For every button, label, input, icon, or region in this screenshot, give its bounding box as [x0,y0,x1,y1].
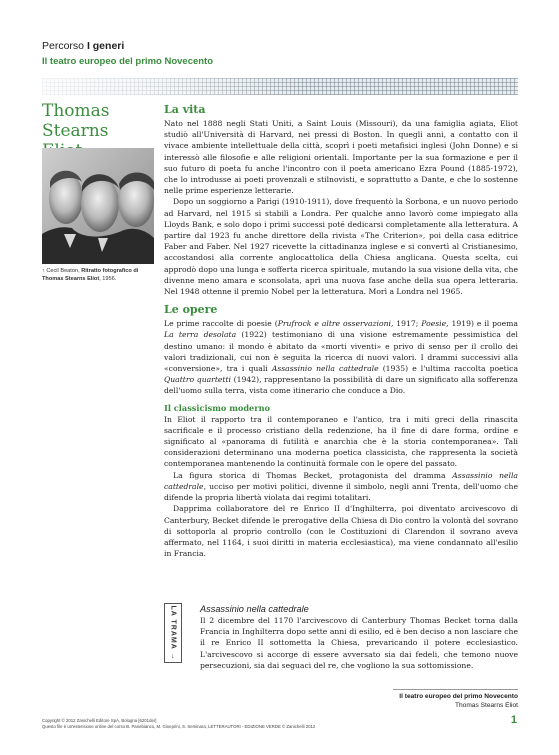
percorso-genre: I generi [86,40,125,52]
plot-summary-box [164,603,518,685]
plot-text: Il 2 dicembre del 1170 l'arcivescovo di Canterbury Thomas Becket torna dalla Francia in Inghilterra dopo sette anni di esilio, ed è ben deciso a non lasciare che il re Enrico II sottometta la Chiesa, prevaricando il potere ecclesiastico. L'arcivescovo si accorge di essere avversato sia dai fedeli, che temono nuove persecuzioni, sia dai seguaci del re, che vogliono la sua sottomissione. [200,616,518,670]
la-trama-tag: LA TRAMA → [164,603,182,663]
classicismo-paragraph-1: In Eliot il rapporto tra il contemporaneo e l'antico, tra i miti greci della rinascita sacrificale e il processo cristiano della redenzione, ha il fine di dare forma, ordine e significato al «panorama di futilità e anarchia che è la storia contemporanea». Tali considerazioni determinano una moderna poetica classicista, che rappresenta la società contemporanea mantenendo la continuità formale con le opere del passato. [164,414,518,469]
running-footer [399,692,518,710]
section-subtitle: Il teatro europeo del primo Novecento [42,56,214,67]
author-name: Thomas Stearns [42,101,110,141]
classicismo-paragraph-2: La figura storica di Thomas Becket, protagonista del dramma Assassinio nella cattedrale, ucciso per motivi politici, divenne il simbolo, negli anni Trenta, dell'uomo che difende la propria libertà violata dai regimi totalitari. [164,470,518,503]
heading-classicismo-moderno: Il classicismo moderno [164,402,270,413]
opere-paragraph: Le prime raccolte di poesie (Prufrock e altre osservazioni, 1917; Poesie, 1919) e il poema La terra desolata (1922) testimoniano di una visione estremamente pessimistica del destino umano: il mondo è abitato da «morti viventi» e privo di senso per il crollo dei valori tradizionali, cui non è seguita la ricerca di nuovi valori. I drammi successivi alla «conversione», tra i quali Assassinio nella cattedrale (1935) e l'ultima raccolta poetica Quattro quartetti (1942), rappresentano la possibilità di dare un significato alla sofferenza dell'uomo sulla terra, vista come itinerario che conduce a Dio. [164,319,518,396]
author-portrait-photo [42,148,154,264]
plot-summary [200,603,518,671]
heading-la-vita: La vita [164,103,206,116]
heading-le-opere: Le opere [164,303,218,317]
classicismo-paragraph-3: Dapprima collaboratore del re Enrico II d'Inghilterra, poi diventato arcivescovo di Canterbury, Becket difende le prerogative della Chiesa di Dio contro la volontà del sovrano di sottoporla al proprio controllo (con le Costituzioni di Clarendon il sovrano aveva affermato, nel 1164, i suoi diritti in materia ecclesiastica), ma viene condannato all'esilio in Francia. [164,504,518,559]
vita-paragraph-2: Dopo un soggiorno a Parigi (1910-1911), dove frequentò la Sorbona, e un nuovo periodo ad Harvard, nel 1915 si stabilì a Londra. Per qualche anno lavorò come impiegato alla Lloyds Bank, e solo dopo i primi successi poté dedicarsi completamente alla letteratura. A partire dal 1923 fu anche direttore della rivista «The Criterion», poi della casa editrice Faber and Faber. Nel 1927 ricevette la cittadinanza inglese e si convertì al Cristianesimo, accostandosi alla corrente anglocattolica della Chiesa anglicana. Questa scelta, cui approdò dopo una lunga e sofferta ricerca spirituale, mutando la sua visione della vita, che divenne meno amara e sconsolata, aprì una nuova fase anche della sua opera letteraria. Nel 1948 ottenne il premio Nobel per la letteratura. Morì a Londra nel 1965. [164,197,518,297]
main-text-column [164,103,518,559]
footer-author: Thomas Stearns Eliot [454,702,518,709]
decorative-grid-band [42,78,518,95]
photo-caption: ↑ Cecil Beaton, Ritratto fotografico di Thomas Stearns Eliot, 1956. [42,268,139,282]
page-header [42,40,213,68]
percorso-label: Percorso I generi [42,40,125,52]
plot-title: Assassinio nella cattedrale [200,604,309,614]
vita-paragraph-1: Nato nel 1888 negli Stati Uniti, a Saint Louis (Missouri), da una famiglia agiata, Eliot studiò all'Università di Harvard, nei pressi di Boston. In quegli anni, a contatto con il vivace ambiente intellettuale della città, scoprì i poeti metafisici inglesi (John Donne) e si interessò alle filosofie e alle religioni orientali. Importante per la sua formazione e per il suo futuro di poeta fu anche l'incontro con il poeta americano Ezra Pound (1885-1972), che lo introdusse ai poeti provenzali e stilnovisti, e soprattutto a Dante, e che lo sostenne nelle prime esperienze letterarie. [164,119,518,196]
footer-section: Il teatro europeo del primo Novecento [399,693,518,700]
page-number: 1 [510,714,517,726]
copyright-notice: Copyright © 2012 Zanichelli Editore SpA, Bologna [6201der] Questo file è un'estensione online del corso B. Panebianco, M. Gineprini, S. Seminara, LETTERAUTORI - EDIZIONE VERDE © Zanichelli 2012 [42,718,316,729]
arrow-up-icon: ↑ [42,268,45,274]
footer-divider [393,689,518,690]
